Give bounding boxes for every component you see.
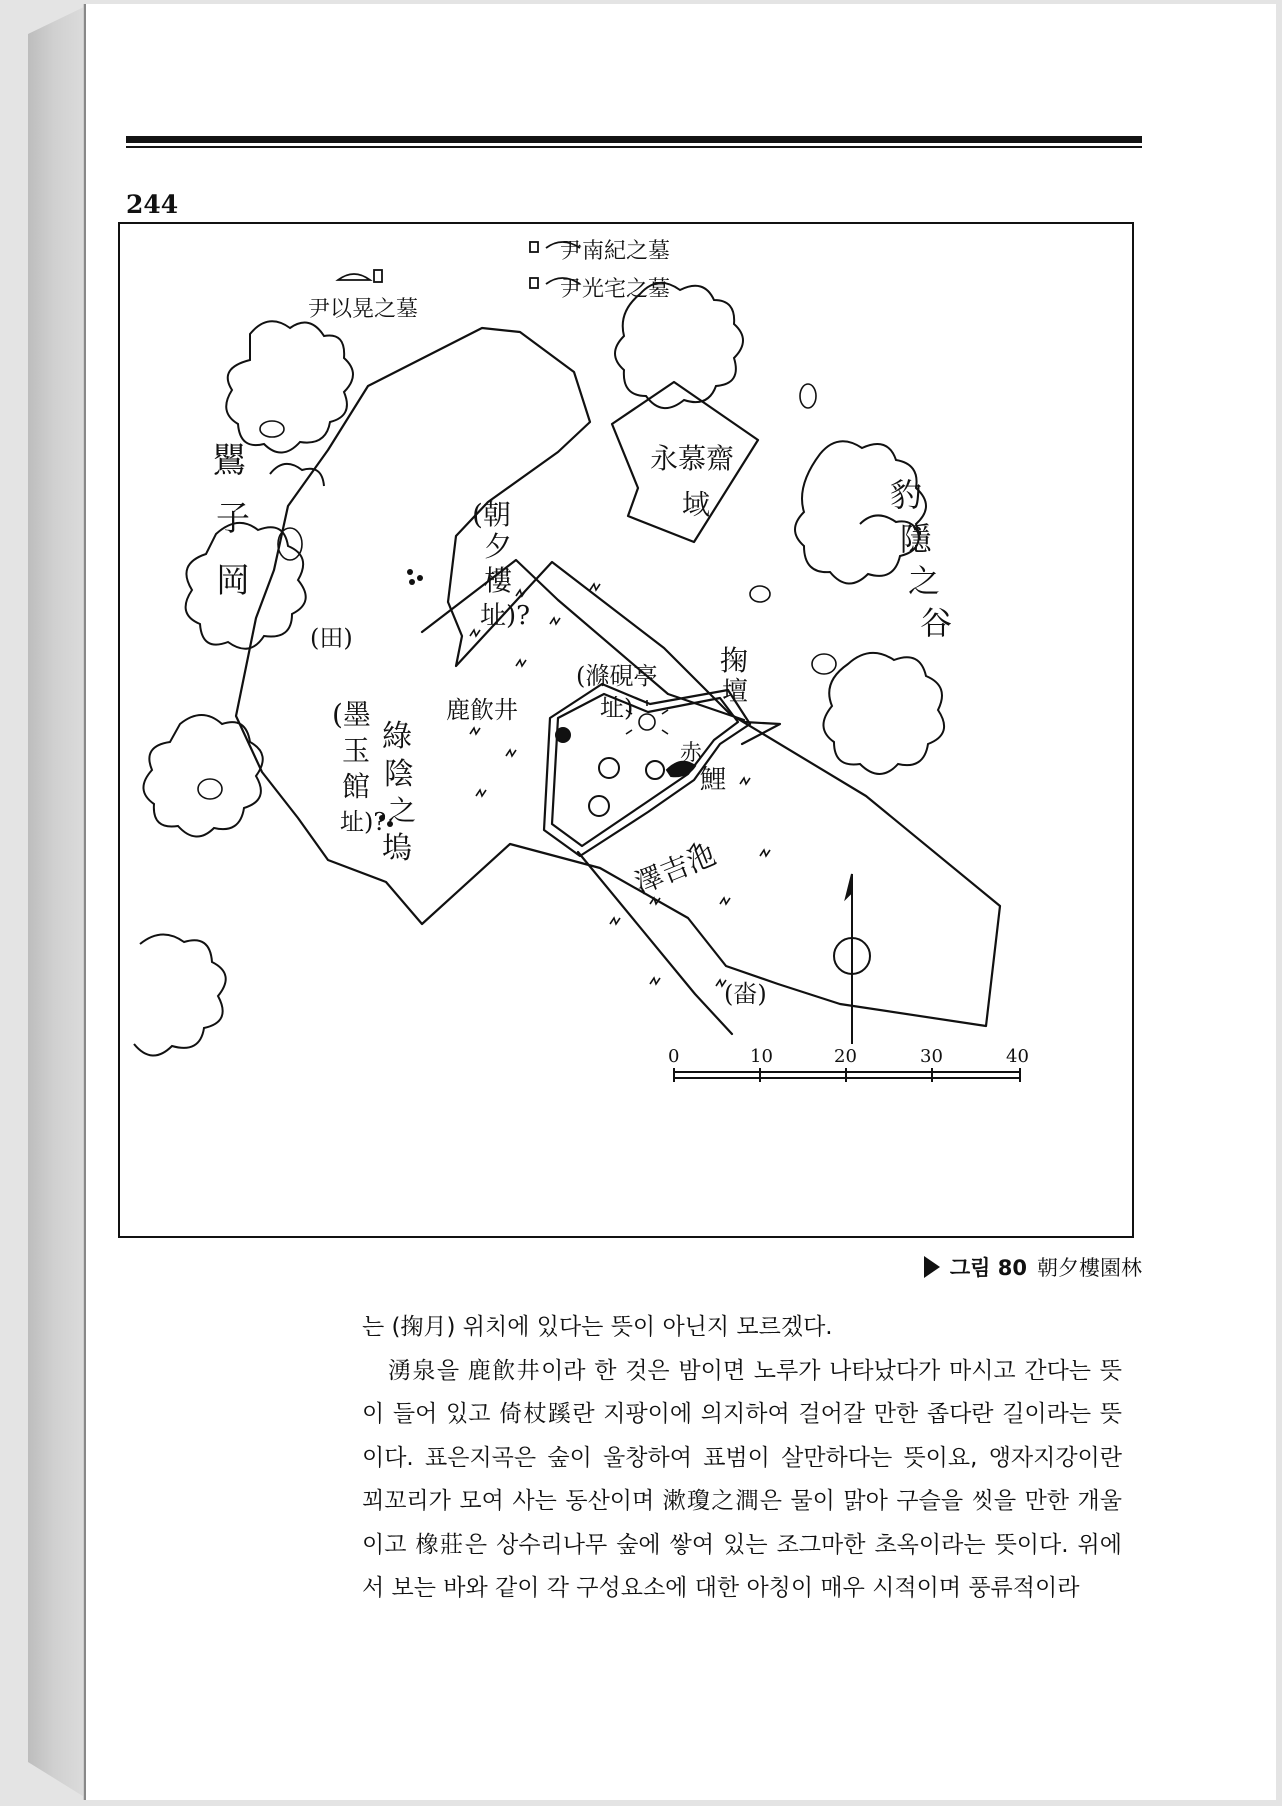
label-jogeoru-3: 樓 bbox=[484, 564, 513, 597]
label-jogeoru-2: 夕 bbox=[484, 530, 513, 563]
label-crane-1: 赤 bbox=[680, 741, 703, 766]
scale-bar bbox=[674, 1068, 1020, 1082]
body-line-1: 는 (掬月) 위치에 있다는 뜻이 아닌지 모르겠다. bbox=[362, 1314, 833, 1340]
label-jogeoru-4: 址)? bbox=[480, 601, 531, 631]
scale-tick-10: 10 bbox=[750, 1046, 773, 1067]
label-mukgwan-1: (墨 bbox=[332, 698, 371, 731]
scale-tick-20: 20 bbox=[834, 1046, 857, 1067]
label-pavilion-2: 址) bbox=[600, 694, 634, 722]
left-trees bbox=[134, 321, 353, 1055]
caption-prefix: 그림 80 bbox=[949, 1256, 1027, 1280]
hatched-rocks bbox=[198, 384, 836, 799]
label-right-top-2: 壇 bbox=[722, 677, 749, 707]
north-arrow-icon bbox=[834, 874, 870, 1044]
label-nogeum-3: 之 bbox=[388, 794, 417, 827]
label-nogeum-2: 陰 bbox=[384, 757, 414, 792]
label-pyoeun-1: 豹 bbox=[890, 476, 923, 514]
header-rule-thin bbox=[126, 146, 1142, 148]
label-jogeoru-1: (朝 bbox=[472, 498, 511, 531]
label-tomb-yoon-nam-gi: 尹南紀之墓 bbox=[560, 239, 671, 264]
label-aengja-3: 岡 bbox=[216, 561, 250, 601]
label-right-top-1: 掬 bbox=[720, 644, 749, 677]
label-aengja-1: 鸎 bbox=[212, 441, 246, 481]
label-pyoeun-2: 隱 bbox=[900, 520, 933, 558]
caption-triangle-icon bbox=[924, 1256, 940, 1278]
tomb-mounds bbox=[338, 242, 580, 288]
figure-caption bbox=[924, 1252, 1142, 1282]
label-noksu-spring: 鹿飮井 bbox=[446, 696, 518, 724]
label-pyoeun-4: 谷 bbox=[920, 604, 953, 642]
header-rule-thick bbox=[126, 136, 1142, 143]
label-crane-2: 鯉 bbox=[700, 765, 727, 795]
label-yeongmojae: 永慕齋 bbox=[650, 442, 735, 475]
scale-tick-0: 0 bbox=[668, 1046, 680, 1067]
label-field-paddy: (田) bbox=[310, 624, 353, 652]
body-text bbox=[362, 1306, 1122, 1611]
page-number: 244 bbox=[126, 190, 179, 219]
label-yeongmojae-area: 域 bbox=[682, 488, 711, 521]
label-tomb-yoon-gwang-taek: 尹光宅之墓 bbox=[560, 277, 671, 302]
label-mukgwan-4: 址)? bbox=[340, 808, 387, 836]
garden-map-drawing bbox=[120, 224, 1132, 1236]
label-nogeum-1: 綠 bbox=[382, 719, 412, 754]
label-field-rice: (畓) bbox=[724, 980, 767, 1008]
book-spine-edge bbox=[28, 6, 86, 1798]
label-tomb-yoon-i-ryang: 尹以晃之墓 bbox=[308, 297, 419, 322]
label-mukgwan-2: 玉 bbox=[342, 734, 371, 767]
scale-tick-30: 30 bbox=[920, 1046, 943, 1067]
label-pyoeun-3: 之 bbox=[908, 562, 941, 600]
label-pond-name: 澤吉池 bbox=[629, 838, 721, 901]
pond-stones bbox=[556, 728, 695, 816]
label-mukgwan-3: 館 bbox=[342, 770, 371, 803]
label-aengja-2: 子 bbox=[216, 499, 250, 539]
label-nogeum-4: 塢 bbox=[382, 831, 412, 866]
body-paragraph-2: 湧泉을 鹿飮井이라 한 것은 밤이면 노루가 나타났다가 마시고 간다는 뜻이 들어 있고 倚杖蹊란 지팡이에 의지하여 걸어갈 만한 좁다란 길이라는 뜻이다. 표은지곡은 숲이 울창하여 표범이 살만하다는 뜻이요, 앵자지강이란 꾀꼬리가 모여 사는 동산이며 漱瓊之澗은 물이 맑아 구슬을 씻을 만한 개울이고 橡莊은 상수리나무 숲에 쌓여 있는 조그마한 초옥이라는 뜻이다. 위에서 보는 바와 같이 각 구성요소에 대한 아칭이 매우 시적이며 풍류적이라 bbox=[362, 1357, 1122, 1601]
scale-tick-40: 40 bbox=[1006, 1046, 1029, 1067]
caption-title: 朝夕樓園林 bbox=[1037, 1256, 1142, 1280]
figure-map bbox=[118, 222, 1134, 1238]
label-pavilion-1: (滌硯亭 bbox=[576, 662, 658, 690]
